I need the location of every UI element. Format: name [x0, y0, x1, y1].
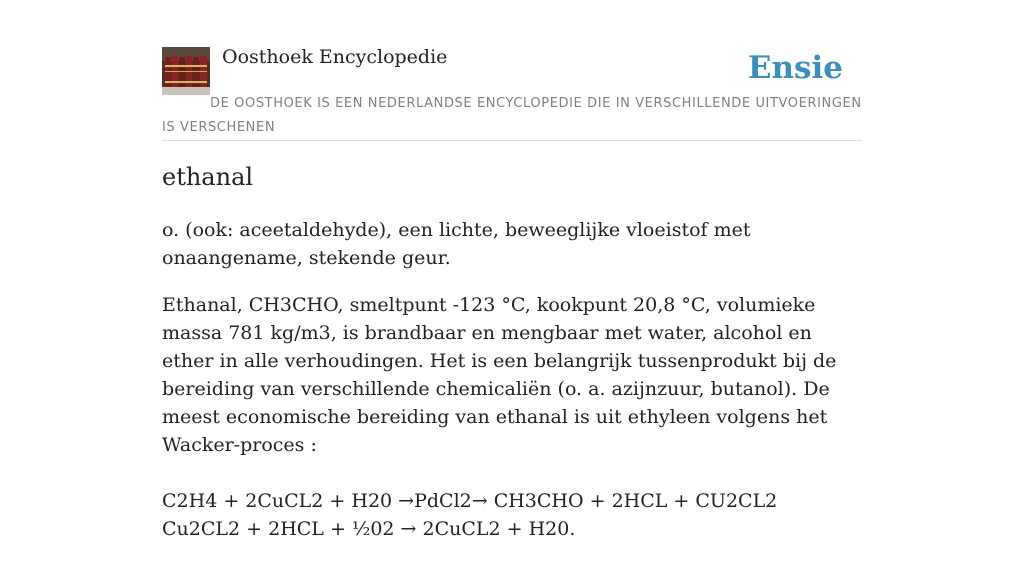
site-logo-avatar[interactable] [162, 47, 210, 95]
article-body [162, 216, 842, 562]
article-title: ethanal [162, 163, 254, 191]
article-paragraph-definition: o. (ook: aceetaldehyde), een lichte, beweeglijke vloeistof met onaangename, stekende geur. [162, 219, 751, 269]
brand-logo-text[interactable]: Ensie [747, 50, 843, 86]
article-paragraph-description: Ethanal, CH3CHO, smeltpunt -123 °C, kookpunt 20,8 °C, volumieke massa 781 kg/m3, is brandbaar en mengbaar met water, alcohol en ether in alle verhoudingen. Het is een belangrijk tussenprodukt bij de bereiding van verschillende chemicaliën (o. a. azijnzuur, butanol). De meest economische bereiding van ethanal is uit ethyleen volgens het Wacker-proces : [162, 294, 837, 456]
encyclopedia-books-icon [162, 47, 210, 95]
site-name[interactable]: Oosthoek Encyclopedie [222, 46, 448, 68]
site-header [162, 44, 862, 141]
site-tagline: DE OOSTHOEK IS EEN NEDERLANDSE ENCYCLOPEDIE DIE IN VERSCHILLENDE UITVOERINGEN IS VERSCHENEN [162, 96, 862, 135]
article-paragraph-equation: C2H4 + 2CuCL2 + H20 →PdCl2→ CH3CHO + 2HCL + CU2CL2 Cu2CL2 + 2HCL + ½02 → 2CuCL2 + H20. [162, 490, 778, 540]
